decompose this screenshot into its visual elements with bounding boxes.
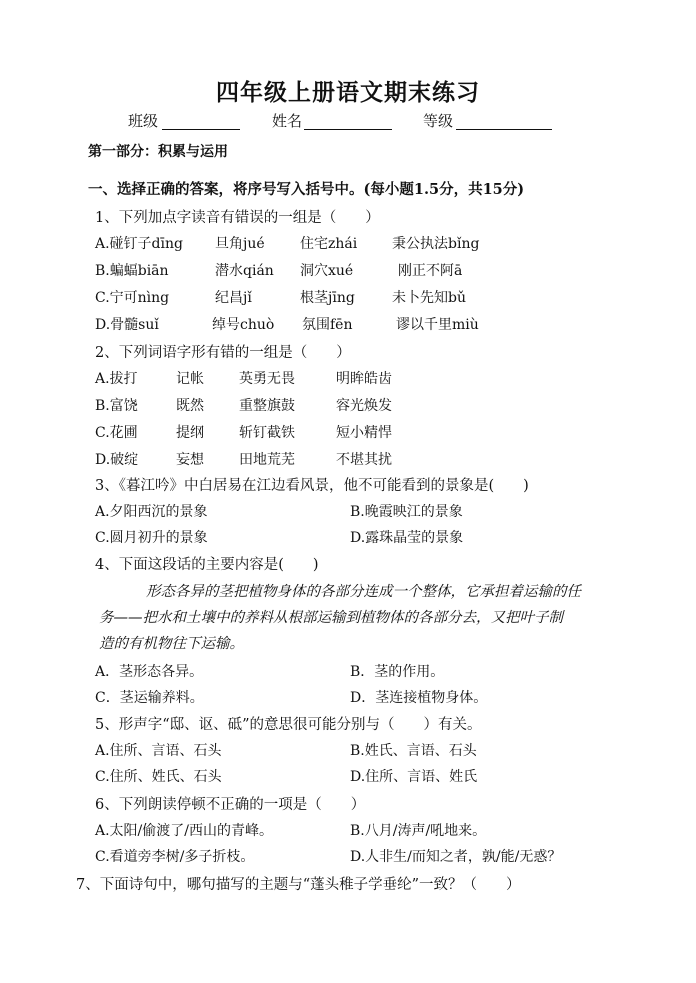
grade-label: 等级 [423, 112, 454, 130]
passage-line-2: 务——把水和土壤中的养料从根部运输到植物体的各部分去，又把叶子制 [99, 610, 563, 626]
q2-option-a-item3: 英勇无畏 [239, 371, 295, 387]
q4-option-d: D．茎连接植物身体。 [350, 690, 488, 706]
q2-option-c-item4: 短小精悍 [336, 425, 392, 441]
q4-option-b: B．茎的作用。 [350, 664, 445, 680]
question-2-stem: 2、下列词语字形有错的一组是（ ） [95, 345, 351, 361]
q2-option-b-item2: 既然 [176, 398, 204, 414]
question-6-stem: 6、下列朗读停顿不正确的一项是（ ） [95, 797, 366, 813]
q2-option-a-item4: 明眸皓齿 [336, 371, 392, 387]
q4-option-a: A．茎形态各异。 [95, 664, 204, 680]
q5-option-a: A.住所、言语、石头 [95, 743, 222, 759]
grade-blank[interactable] [456, 129, 552, 130]
q1-option-c-item1: C.宁可nìng [95, 290, 170, 306]
q3-option-d: D.露珠晶莹的景象 [350, 530, 464, 546]
student-info-row [0, 110, 696, 132]
q1-option-b-item3: 洞穴xué [300, 263, 354, 279]
q1-option-a-item1: A.碰钉子dīng [95, 236, 183, 252]
q1-option-d-item4: 谬以千里miù [396, 317, 479, 333]
passage-line-3: 造的有机物往下运输。 [99, 636, 244, 652]
q3-option-c: C.圆月初升的景象 [95, 530, 208, 546]
name-blank[interactable] [304, 129, 392, 130]
q1-option-a-item4: 秉公执法bǐng [392, 236, 480, 252]
q2-option-b-item1: B.富饶 [95, 398, 138, 414]
passage-line-1: 形态各异的茎把植物身体的各部分连成一个整体，它承担着运输的任 [146, 584, 581, 600]
class-label: 班级 [128, 112, 159, 130]
question-4-stem: 4、下面这段话的主要内容是( ) [95, 557, 319, 573]
q3-option-b: B.晚霞映江的景象 [350, 504, 463, 520]
class-blank[interactable] [162, 129, 240, 130]
question-7-stem: 7、下面诗句中，哪句描写的主题与“蓬头稚子学垂纶”一致？（ ） [76, 877, 521, 893]
q1-option-d-item1: D.骨髓suǐ [95, 317, 159, 333]
question-5-stem: 5、形声字“邸、讴、砥”的意思很可能分别与（ ）有关。 [95, 717, 482, 733]
q2-option-a-item1: A.拔打 [95, 371, 138, 387]
q2-option-a-item2: 记帐 [176, 371, 204, 387]
q1-option-c-item2: 纪昌jǐ [215, 290, 252, 306]
q5-option-b: B.姓氏、言语、石头 [350, 743, 477, 759]
q2-option-d-item1: D.破绽 [95, 452, 139, 468]
q2-option-d-item2: 妄想 [176, 452, 204, 468]
q2-option-d-item3: 田地荒芜 [239, 452, 295, 468]
q3-option-a: A.夕阳西沉的景象 [95, 504, 208, 520]
q6-option-d: D.人非生/而知之者，孰/能/无惑？ [350, 849, 562, 865]
q1-option-b-item4: 刚正不阿ā [398, 263, 463, 279]
q2-option-b-item4: 容光焕发 [336, 398, 392, 414]
q2-option-c-item1: C.花圃 [95, 425, 138, 441]
q6-option-c: C.看道旁李树/多子折枝。 [95, 849, 255, 865]
q1-option-c-item4: 未卜先知bǔ [392, 290, 466, 306]
q5-option-d: D.住所、言语、姓氏 [350, 769, 478, 785]
name-label: 姓名 [272, 112, 303, 130]
q1-option-b-item1: B.蝙蝠biān [95, 263, 169, 279]
part-heading: 第一部分：积累与运用 [88, 144, 228, 160]
q2-option-c-item2: 提纲 [176, 425, 204, 441]
q6-option-b: B.八月/涛声/吼地来。 [350, 823, 487, 839]
q1-option-a-item3: 住宅zhái [300, 236, 358, 252]
q2-option-c-item3: 斩钉截铁 [239, 425, 295, 441]
q5-option-c: C.住所、姓氏、石头 [95, 769, 222, 785]
q1-option-c-item3: 根茎jīng [300, 290, 355, 306]
q2-option-d-item4: 不堪其扰 [336, 452, 392, 468]
q1-option-d-item3: 氛围fēn [302, 317, 353, 333]
q4-option-c: C．茎运输养料。 [95, 690, 204, 706]
question-3-stem: 3、《暮江吟》中白居易在江边看风景，他不可能看到的景象是( ) [95, 478, 529, 494]
q6-option-a: A.太阳/偷渡了/西山的青峰。 [95, 823, 273, 839]
question-1-stem: 1、下列加点字读音有错误的一组是（ ） [95, 210, 380, 226]
q1-option-a-item2: 旦角jué [215, 236, 265, 252]
page-title: 四年级上册语文期末练习 [216, 79, 480, 106]
q2-option-b-item3: 重整旗鼓 [239, 398, 295, 414]
section-heading: 一、选择正确的答案，将序号写入括号中。(每小题1.5分，共15分) [88, 181, 525, 198]
q1-option-b-item2: 潜水qián [215, 263, 274, 279]
q1-option-d-item2: 绰号chuò [212, 317, 275, 333]
